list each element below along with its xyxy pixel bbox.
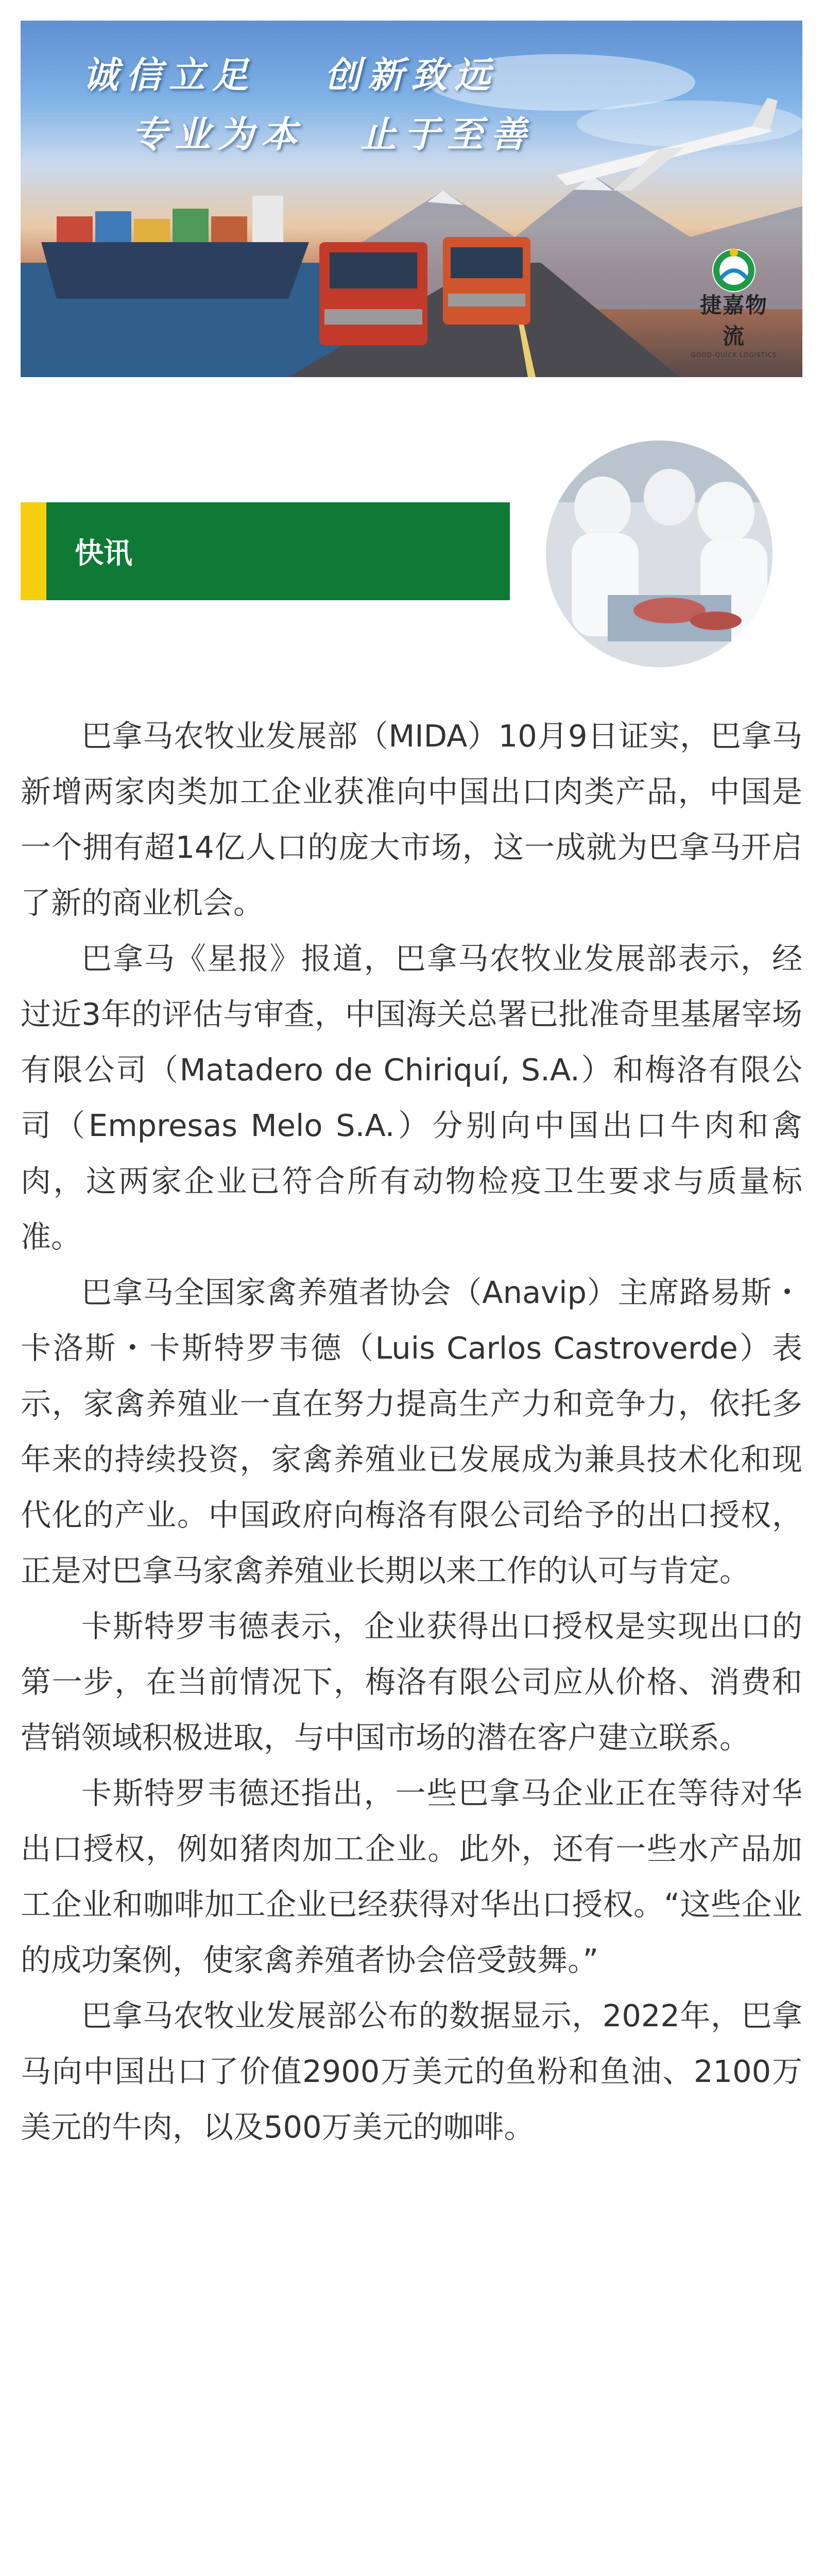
article-paragraph-6: 巴拿马农牧业发展部公布的数据显示，2022年，巴拿马向中国出口了价值2900万美元的鱼粉和鱼油、2100万美元的牛肉，以及500万美元的咖啡。 [21,1998,802,2145]
article-paragraph-1: 巴拿马农牧业发展部（MIDA）10月9日证实，巴拿马新增两家肉类加工企业获准向中国出口肉类产品，中国是一个拥有超14亿人口的庞大市场，这一成就为巴拿马开启了新的商业机会。 [21,718,802,921]
banner-slogan-3: 专业为本 [131,113,304,156]
header-banner [21,21,802,377]
factory-workers-image [546,440,772,667]
banner-slogan-4: 止于至善 [360,113,534,156]
article-paragraph-3: 巴拿马全国家禽养殖者协会（Anavip）主席路易斯・卡洛斯・卡斯特罗韦德（Luis Carlos Castroverde）表示，家禽养殖业一直在努力提高生产力和竞争力，依托多年来的持续投资，家禽养殖业已发展成为兼具技术化和现代化的产业。中国政府向梅洛有限公司给予的出口授权，正是对巴拿马家禽养殖业长期以来工作的认可与肯定。 [21,1275,802,1588]
banner-logo-cn: 捷嘉物流 [699,293,768,349]
article-body [21,708,802,2155]
article-paragraph-2: 巴拿马《星报》报道，巴拿马农牧业发展部表示，经过近3年的评估与审查，中国海关总署已批准奇里基屠宰场有限公司（Matadero de Chiriquí, S.A.）和梅洛有限公司（Empresas Melo S.A.）分别向中国出口牛肉和禽肉，这两家企业已符合所有动物检疫卫生要求与质量标准。 [21,941,802,1255]
section-accent [21,502,46,600]
article-paragraph-5: 卡斯特罗韦德还指出，一些巴拿马企业正在等待对华出口授权，例如猪肉加工企业。此外，还有一些水产品加工企业和咖啡加工企业已经获得对华出口授权。“这些企业的成功案例，使家禽养殖者协会倍受鼓舞。” [21,1775,802,1978]
article-paragraph-4: 卡斯特罗韦德表示，企业获得出口授权是实现出口的第一步，在当前情况下，梅洛有限公司应从价格、消费和营销领域积极进取，与中国市场的潜在客户建立联系。 [21,1608,802,1755]
banner-logo-en: GOOD-QUICK LOGISTICS [691,351,777,359]
banner-slogan-2: 创新致远 [324,54,497,96]
section-header [21,502,510,600]
section-title: 快讯 [75,537,132,570]
banner-logo [690,289,778,359]
meat-factory-photo [546,440,772,667]
banner-slogan-1: 诚信立足 [82,54,255,96]
